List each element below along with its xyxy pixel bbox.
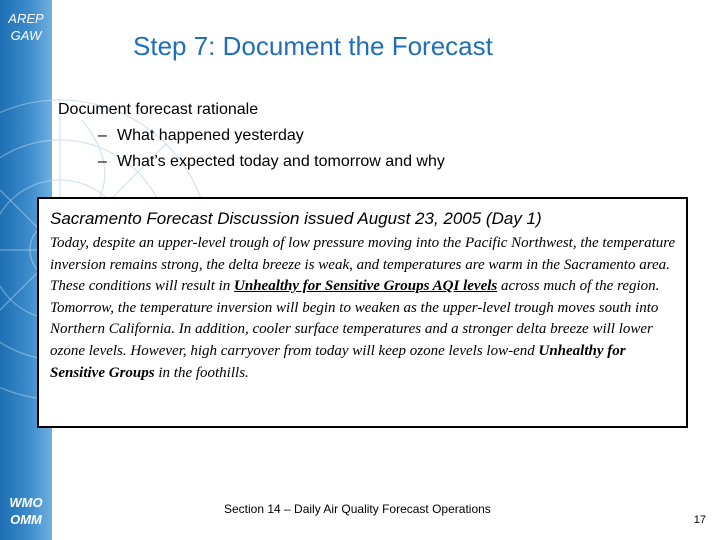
slide-title: Step 7: Document the Forecast <box>133 31 493 61</box>
discussion-text: across much of the region. Tomorrow, the temperature inversion will begin to weaken as the upper-level trough moves south into Northern California. In addition, cooler surface temperatures and a stronger delta breeze will lower ozone levels. However, high carryover from today will keep ozone levels low-end <box>50 278 660 359</box>
sidebar-bottom-line2: OMM <box>10 512 42 527</box>
sub-bullet-text: What happened yesterday <box>117 127 304 144</box>
sidebar-top-line2: GAW <box>10 28 42 43</box>
sidebar-top-line1: AREP <box>8 11 44 26</box>
discussion-heading: Sacramento Forecast Discussion issued August 23, 2005 (Day 1) <box>50 209 542 228</box>
footer-text: Section 14 – Daily Air Quality Forecast Operations <box>224 502 491 516</box>
aqi-emphasis: Unhealthy for Sensitive Groups AQI levels <box>234 278 498 295</box>
bullet-list <box>58 97 445 175</box>
sub-bullet-text: What’s expected today and tomorrow and why <box>117 153 445 170</box>
sub-bullet <box>58 149 445 175</box>
sub-bullet <box>58 123 445 149</box>
arep-gaw-logo-text <box>0 10 52 44</box>
discussion-text: in the foothills. <box>154 364 249 381</box>
dash-marker: – <box>98 127 107 144</box>
aqi-emphasis: Unhealthy for Sensitive Groups <box>50 342 626 381</box>
page-number: 17 <box>693 514 706 526</box>
forecast-discussion-box <box>37 197 688 428</box>
sidebar-bottom-line1: WMO <box>9 495 43 510</box>
discussion-text: Today, despite an upper-level trough of low pressure moving into the Pacific Northwest, the temperature inversion remains strong, the delta breeze is weak, and temperatures are warm in the Sacramento area. These conditions will result in <box>50 235 676 295</box>
dash-marker: – <box>98 153 107 170</box>
discussion-body <box>50 233 676 384</box>
wmo-omm-logo-text <box>0 494 52 528</box>
bullet-main: Document forecast rationale <box>58 101 259 118</box>
